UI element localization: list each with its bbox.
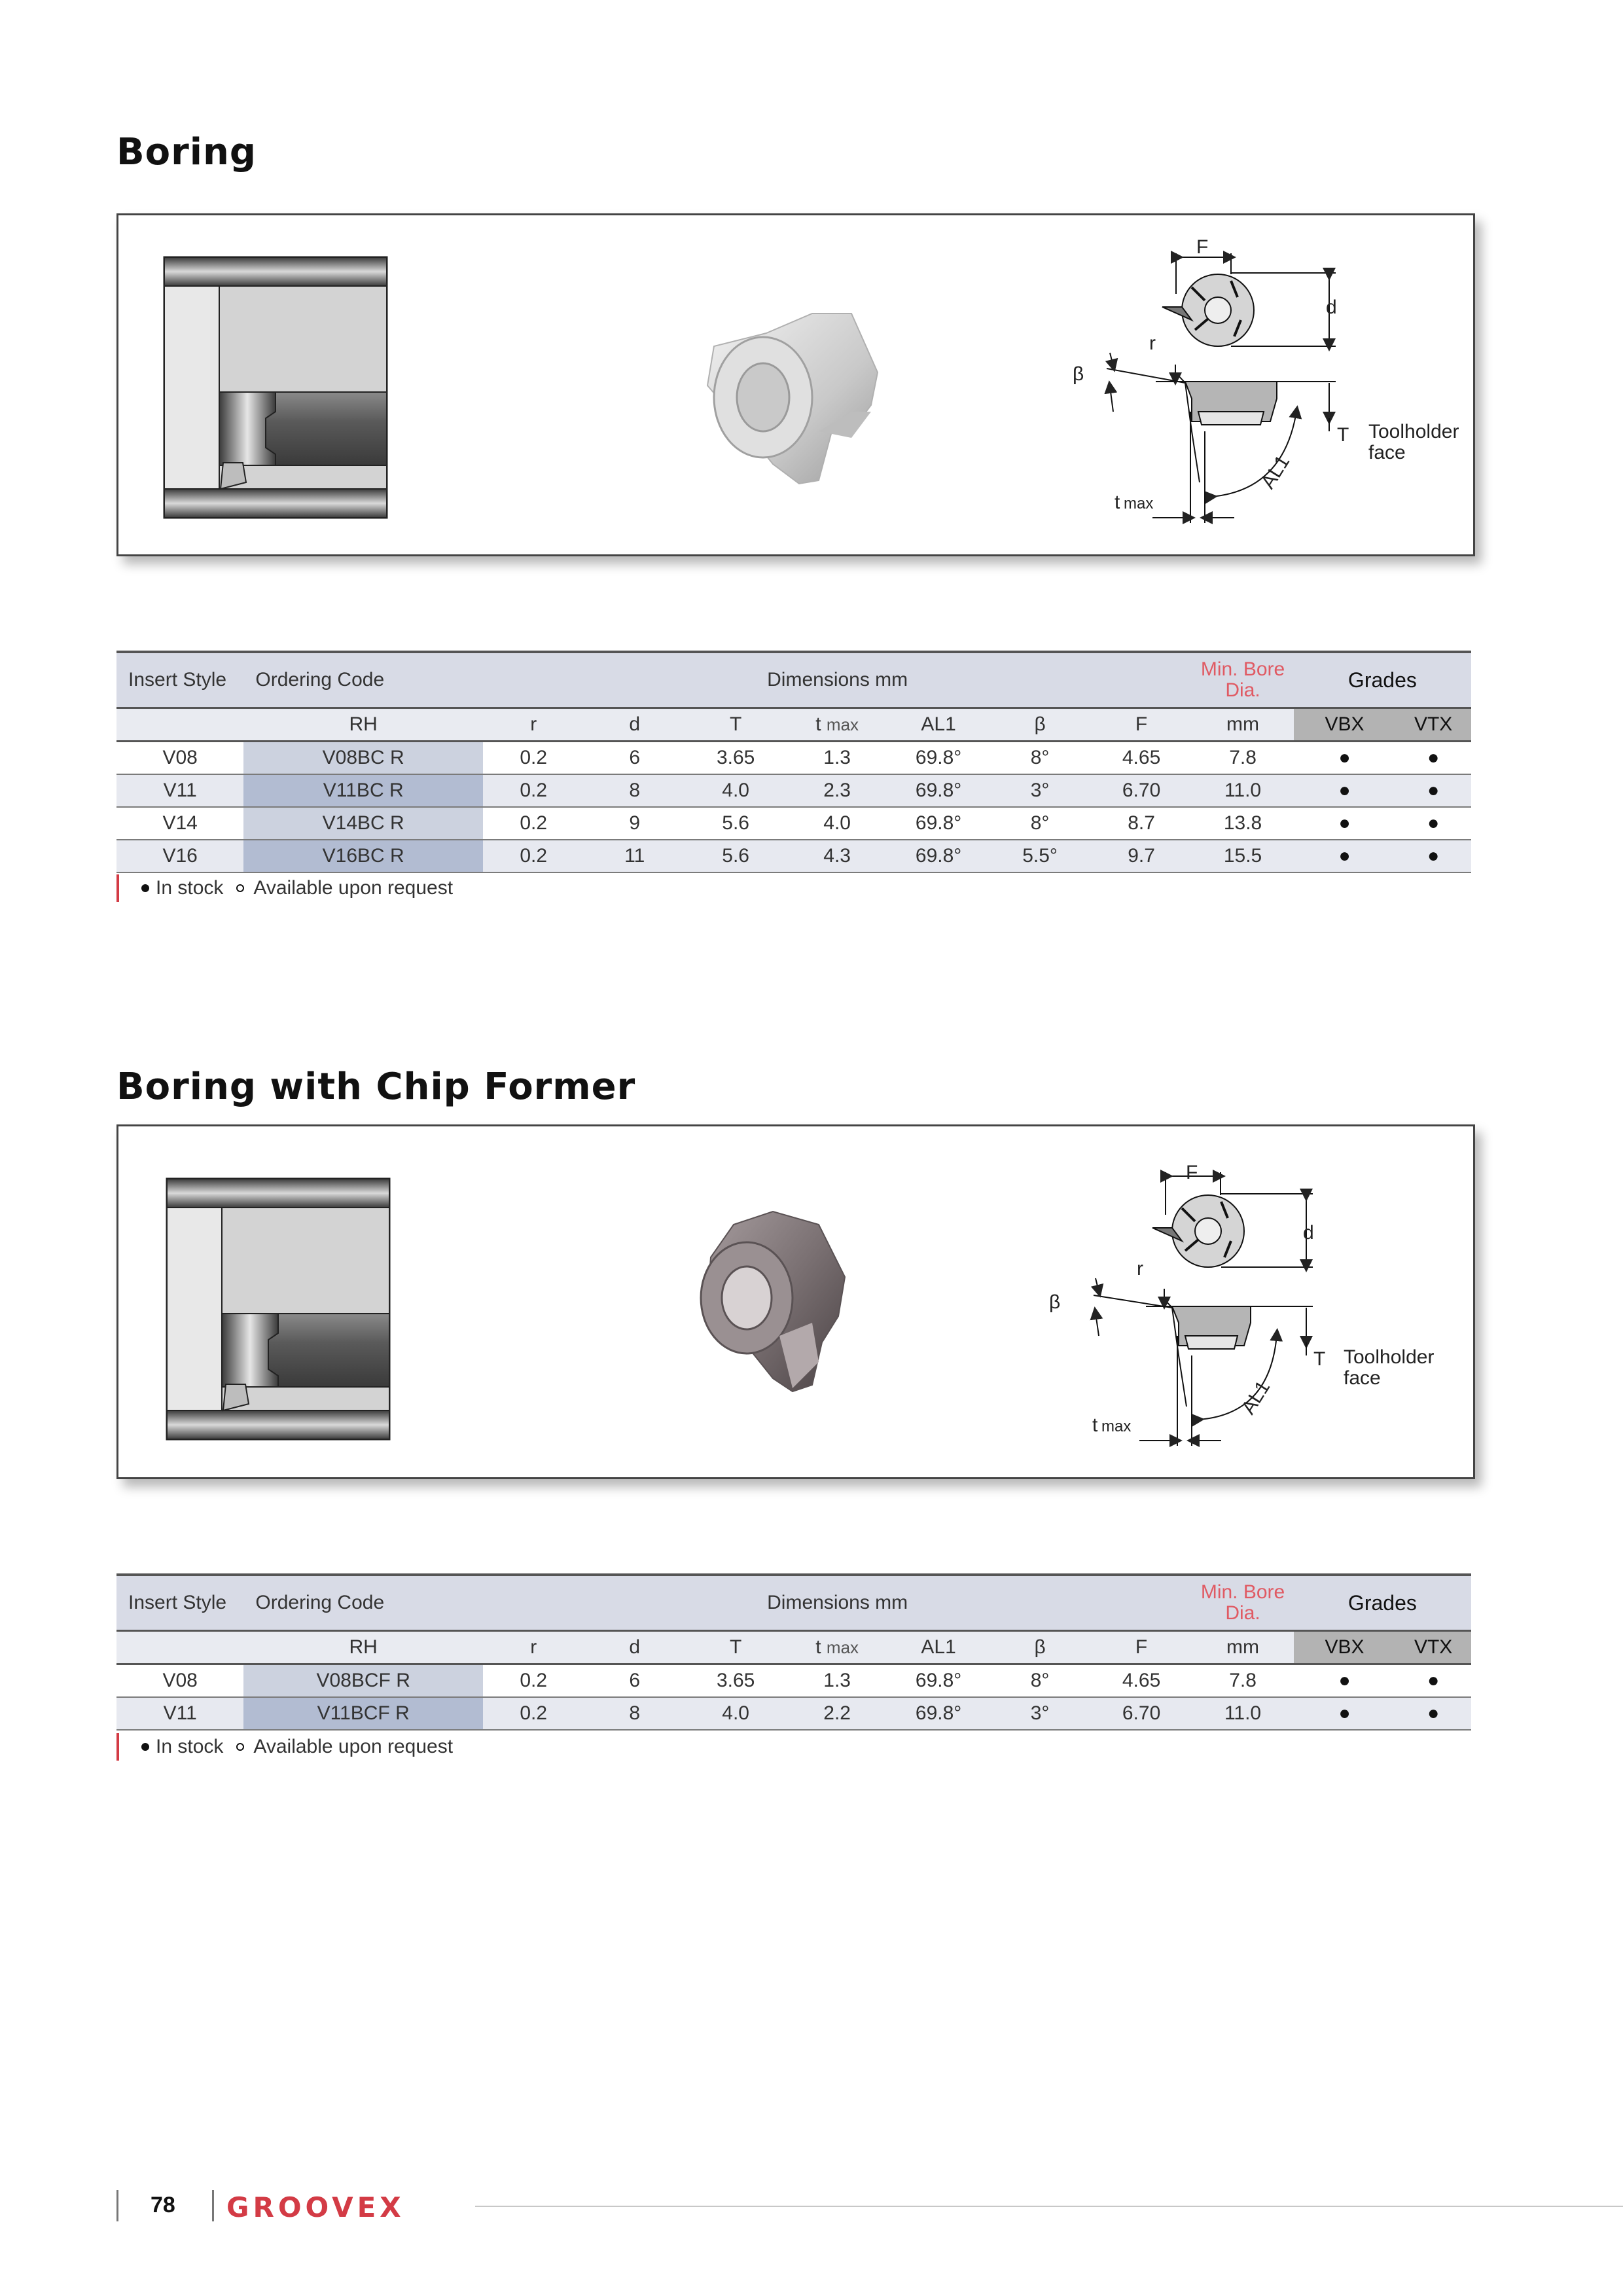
cell-style: V08: [162, 747, 198, 768]
sub-F: F: [1091, 1631, 1192, 1664]
page-number: 78: [151, 2193, 175, 2217]
cell-min-bore: 7.8: [1229, 747, 1257, 768]
cell-al1: 69.8°: [915, 812, 962, 834]
sub-rh: RH: [243, 708, 483, 742]
spec-table-boring: [116, 651, 1471, 873]
legend-on-request: Available upon request: [253, 1736, 454, 1757]
filled-dot-icon: [141, 884, 149, 892]
sub-d: d: [584, 1631, 685, 1664]
bore-cross-section: [164, 257, 387, 518]
cell-r: 0.2: [520, 812, 548, 834]
sub-r: r: [483, 1631, 584, 1664]
cell-code: V08BC R: [243, 742, 483, 775]
sub-vtx: VTX: [1395, 1631, 1471, 1664]
cell-T: 3.65: [716, 1670, 755, 1691]
cell-tmax: 1.3: [823, 747, 851, 768]
cell-min-bore: 13.8: [1223, 812, 1262, 834]
cell-min-bore: 11.0: [1192, 1697, 1294, 1730]
cell-style: V16: [116, 840, 243, 872]
cell-r: 0.2: [483, 840, 584, 872]
cell-F: 4.65: [1122, 1670, 1161, 1691]
dimension-labels: [1073, 236, 1459, 513]
cell-d: 6: [629, 1670, 641, 1691]
toolholder-line2: face: [1368, 442, 1406, 463]
hdr-min-bore: [1192, 1575, 1294, 1631]
sub-T: T: [685, 1631, 786, 1664]
cell-beta: 5.5°: [989, 840, 1091, 872]
cell-tmax: 1.3: [823, 1670, 851, 1691]
footer-rule: [475, 2206, 1623, 2207]
table-row: [116, 774, 1471, 807]
cell-d: 9: [629, 812, 641, 834]
cell-vtx: ●: [1395, 1697, 1471, 1730]
label-F: F: [1186, 1162, 1198, 1183]
sub-rh: RH: [243, 1631, 483, 1664]
table-row: [116, 1664, 1471, 1698]
sub-beta: β: [989, 1631, 1091, 1664]
insert-3d-render: [707, 314, 878, 484]
label-d: d: [1326, 296, 1337, 318]
hdr-dimensions: Dimensions mm: [483, 652, 1192, 708]
cell-vtx: ●: [1427, 747, 1440, 768]
cell-code: V08BCF R: [243, 1664, 483, 1698]
spec-table-boring-chip-former: [116, 1573, 1471, 1731]
sub-beta: β: [989, 708, 1091, 742]
cell-al1: 69.8°: [888, 774, 989, 807]
cell-tmax: 2.3: [786, 774, 888, 807]
cell-d: 8: [584, 774, 685, 807]
toolholder-line1: Toolholder: [1344, 1346, 1435, 1368]
sub-mm: mm: [1192, 708, 1294, 742]
label-tmax-sub: max: [1124, 495, 1154, 512]
sub-vbx: VBX: [1294, 1631, 1396, 1664]
cell-al1: 69.8°: [915, 1670, 962, 1691]
hdr-min-bore: [1192, 652, 1294, 708]
cell-vtx: ●: [1427, 812, 1440, 834]
hdr-min-bore-line1: Min. Bore: [1200, 658, 1285, 680]
cell-min-bore: 7.8: [1229, 1670, 1257, 1691]
hdr-ordering-code: Ordering Code: [243, 652, 483, 708]
cell-T: 4.0: [685, 1697, 786, 1730]
legend-accent-bar: [116, 874, 119, 902]
cell-d: 8: [584, 1697, 685, 1730]
table-header-row: [116, 1575, 1471, 1631]
cell-vbx: ●: [1294, 1697, 1396, 1730]
label-tmax-sub: max: [1101, 1418, 1132, 1435]
cell-code: V14BC R: [243, 807, 483, 840]
sub-mm: mm: [1192, 1631, 1294, 1664]
sub-tmax-label: max: [826, 715, 859, 734]
cell-r: 0.2: [483, 1697, 584, 1730]
hdr-grades: Grades: [1294, 1575, 1471, 1631]
sub-vbx: VBX: [1294, 708, 1396, 742]
cell-r: 0.2: [520, 747, 548, 768]
hdr-min-bore-line1: Min. Bore: [1200, 1581, 1285, 1603]
section-title-boring: Boring: [116, 131, 257, 173]
sub-d: d: [584, 708, 685, 742]
cell-code: V11BCF R: [243, 1697, 483, 1730]
chip-former-illustrations: [118, 1126, 1473, 1477]
toolholder-line2: face: [1344, 1367, 1381, 1389]
label-AL1: AL1: [1237, 1376, 1275, 1418]
cell-beta: 3°: [989, 774, 1091, 807]
cell-d: 6: [629, 747, 641, 768]
table-header-row: [116, 652, 1471, 708]
cell-vtx: ●: [1395, 774, 1471, 807]
legend-on-request: Available upon request: [253, 877, 454, 899]
toolholder-line1: Toolholder: [1368, 421, 1459, 442]
cell-tmax: 4.3: [786, 840, 888, 872]
label-T: T: [1313, 1348, 1326, 1370]
footer-divider: [212, 2190, 214, 2221]
boring-illustrations: [118, 215, 1473, 554]
label-AL1: AL1: [1257, 451, 1294, 493]
legend-in-stock: In stock: [156, 877, 224, 899]
sub-blank: [116, 708, 243, 742]
cell-code: V11BC R: [243, 774, 483, 807]
sub-vtx: VTX: [1395, 708, 1471, 742]
cell-min-bore: 15.5: [1192, 840, 1294, 872]
sub-t: t: [815, 713, 821, 735]
bore-cross-section: [167, 1179, 389, 1439]
cell-F: 4.65: [1122, 747, 1161, 768]
label-r: r: [1137, 1258, 1143, 1280]
hollow-dot-icon: [236, 884, 244, 892]
figure-boring: [116, 213, 1475, 556]
cell-vbx: ●: [1338, 747, 1351, 768]
table-row: [116, 840, 1471, 872]
cell-al1: 69.8°: [888, 840, 989, 872]
cell-style: V14: [162, 812, 198, 834]
cell-r: 0.2: [520, 1670, 548, 1691]
cell-style: V08: [162, 1670, 198, 1691]
sub-F: F: [1091, 708, 1192, 742]
hdr-insert-style: Insert Style: [116, 1575, 243, 1631]
page-footer: [116, 2187, 1623, 2224]
label-d: d: [1303, 1222, 1314, 1244]
dimension-labels: [1049, 1162, 1434, 1436]
footer-divider: [116, 2190, 118, 2221]
label-T: T: [1337, 424, 1349, 446]
hollow-dot-icon: [236, 1743, 244, 1751]
sub-tmax: [786, 708, 888, 742]
sub-r: r: [483, 708, 584, 742]
cell-tmax: 4.0: [823, 812, 851, 834]
table-row: [116, 807, 1471, 840]
label-r: r: [1149, 332, 1156, 354]
label-F: F: [1196, 236, 1209, 258]
cell-vtx: ●: [1427, 1670, 1440, 1691]
hdr-min-bore-line2: Dia.: [1225, 679, 1260, 701]
cell-vbx: ●: [1294, 774, 1396, 807]
cell-d: 11: [584, 840, 685, 872]
hdr-dimensions: Dimensions mm: [483, 1575, 1192, 1631]
hdr-ordering-code: Ordering Code: [243, 1575, 483, 1631]
cell-vtx: ●: [1395, 840, 1471, 872]
hdr-grades: Grades: [1294, 652, 1471, 708]
cell-style: V11: [116, 774, 243, 807]
figure-boring-chip-former: [116, 1124, 1475, 1479]
cell-F: 6.70: [1091, 1697, 1192, 1730]
label-t: t: [1115, 492, 1120, 513]
table-row: [116, 1697, 1471, 1730]
sub-T: T: [685, 708, 786, 742]
dimension-drawing: [1107, 253, 1336, 523]
stock-legend: [116, 1733, 453, 1761]
section-title-boring-chip-former: Boring with Chip Former: [116, 1066, 636, 1108]
dimension-drawing: [1094, 1172, 1313, 1446]
cell-vbx: ●: [1338, 812, 1351, 834]
hdr-min-bore-line2: Dia.: [1225, 1602, 1260, 1624]
cell-T: 4.0: [685, 774, 786, 807]
cell-T: 5.6: [685, 840, 786, 872]
cell-al1: 69.8°: [915, 747, 962, 768]
brand-logo: GROOVEX: [226, 2191, 405, 2223]
table-subheader-row: [116, 708, 1471, 742]
table-subheader-row: [116, 1631, 1471, 1664]
cell-beta: 8°: [1030, 1670, 1050, 1691]
cell-al1: 69.8°: [888, 1697, 989, 1730]
legend-accent-bar: [116, 1733, 119, 1761]
cell-beta: 3°: [989, 1697, 1091, 1730]
label-t: t: [1092, 1414, 1098, 1436]
cell-min-bore: 11.0: [1192, 774, 1294, 807]
stock-legend: [116, 874, 453, 902]
legend-in-stock: In stock: [156, 1736, 224, 1757]
cell-style: V11: [116, 1697, 243, 1730]
cell-T: 3.65: [716, 747, 755, 768]
table-row: [116, 742, 1471, 775]
sub-tmax-label: max: [826, 1638, 859, 1657]
insert-3d-render: [701, 1211, 845, 1391]
sub-t: t: [815, 1636, 821, 1658]
sub-tmax: [786, 1631, 888, 1664]
hdr-insert-style: Insert Style: [116, 652, 243, 708]
sub-al1: AL1: [888, 1631, 989, 1664]
cell-F: 9.7: [1091, 840, 1192, 872]
cell-F: 8.7: [1128, 812, 1155, 834]
sub-blank: [116, 1631, 243, 1664]
cell-code: V16BC R: [243, 840, 483, 872]
cell-vbx: ●: [1338, 1670, 1351, 1691]
label-beta: β: [1049, 1291, 1061, 1313]
cell-T: 5.6: [722, 812, 749, 834]
cell-vbx: ●: [1294, 840, 1396, 872]
cell-r: 0.2: [483, 774, 584, 807]
cell-F: 6.70: [1091, 774, 1192, 807]
cell-beta: 8°: [1030, 812, 1050, 834]
label-beta: β: [1073, 363, 1084, 385]
cell-tmax: 2.2: [786, 1697, 888, 1730]
filled-dot-icon: [141, 1743, 149, 1751]
cell-beta: 8°: [1030, 747, 1050, 768]
sub-al1: AL1: [888, 708, 989, 742]
